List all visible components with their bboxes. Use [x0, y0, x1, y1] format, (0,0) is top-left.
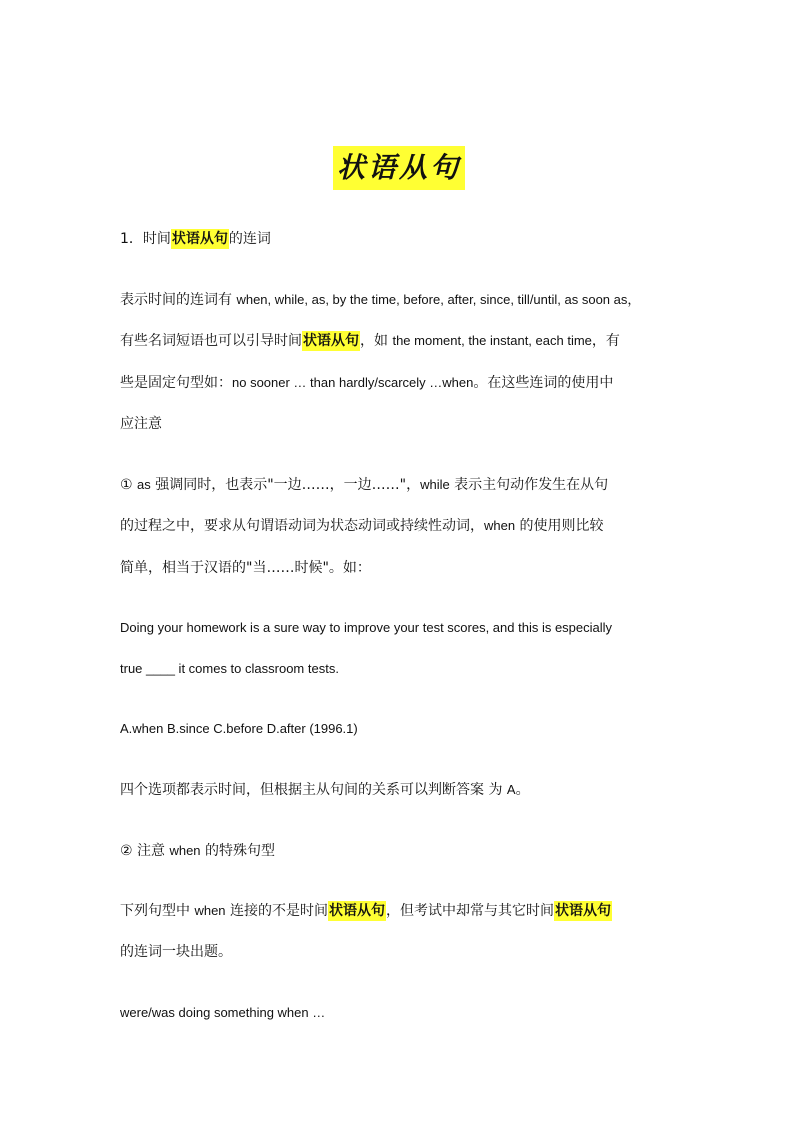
para1-line2: 有些名词短语也可以引导时间状语从句，如 the moment, the instant, each time，有: [120, 333, 620, 349]
para1-line1: 表示时间的连词有 when, while, as, by the time, before, after, since, till/until, as soon as，: [120, 292, 641, 308]
example-options: A.when B.since C.before D.after (1996.1): [120, 721, 358, 736]
point1-line3: 简单，相当于汉语的"当……时候"。如：: [120, 560, 371, 576]
answer-explanation: 四个选项都表示时间，但根据主从句间的关系可以判断答案 为 A。: [120, 782, 530, 798]
para2-line2: 的连词一块出题。: [120, 944, 232, 960]
highlighted-keyword: 状语从句: [303, 333, 359, 349]
para2-line1: 下列句型中 when 连接的不是时间状语从句，但考试中却常与其它时间状语从句: [120, 903, 611, 919]
example-line1: Doing your homework is a sure way to improve your test scores, and this is especially: [120, 620, 613, 635]
para1-line3: 些是固定句型如：no sooner … than hardly/scarcely …when。在这些连词的使用中: [120, 375, 614, 391]
example-line2: true ____ it comes to classroom tests.: [120, 661, 339, 676]
point2-heading: ② 注意 when 的特殊句型: [120, 843, 275, 859]
highlighted-keyword: 状语从句: [171, 231, 228, 247]
para1-line4: 应注意: [120, 416, 162, 432]
highlighted-keyword: 状语从句: [554, 903, 611, 919]
point1-line2: 的过程之中，要求从句谓语动词为状态动词或持续性动词，when 的使用则比较: [120, 518, 604, 534]
highlighted-keyword: 状语从句: [328, 903, 385, 919]
page-title: 状语从句: [333, 146, 465, 190]
sentence-pattern: were/was doing something when …: [120, 1005, 326, 1020]
answer-blank: ____: [146, 661, 175, 676]
section-heading-1: 1．时间状语从句的连词: [120, 231, 271, 247]
point1-line1: ① as 强调同时，也表示"一边……，一边……"，while 表示主句动作发生在从句: [120, 477, 609, 493]
